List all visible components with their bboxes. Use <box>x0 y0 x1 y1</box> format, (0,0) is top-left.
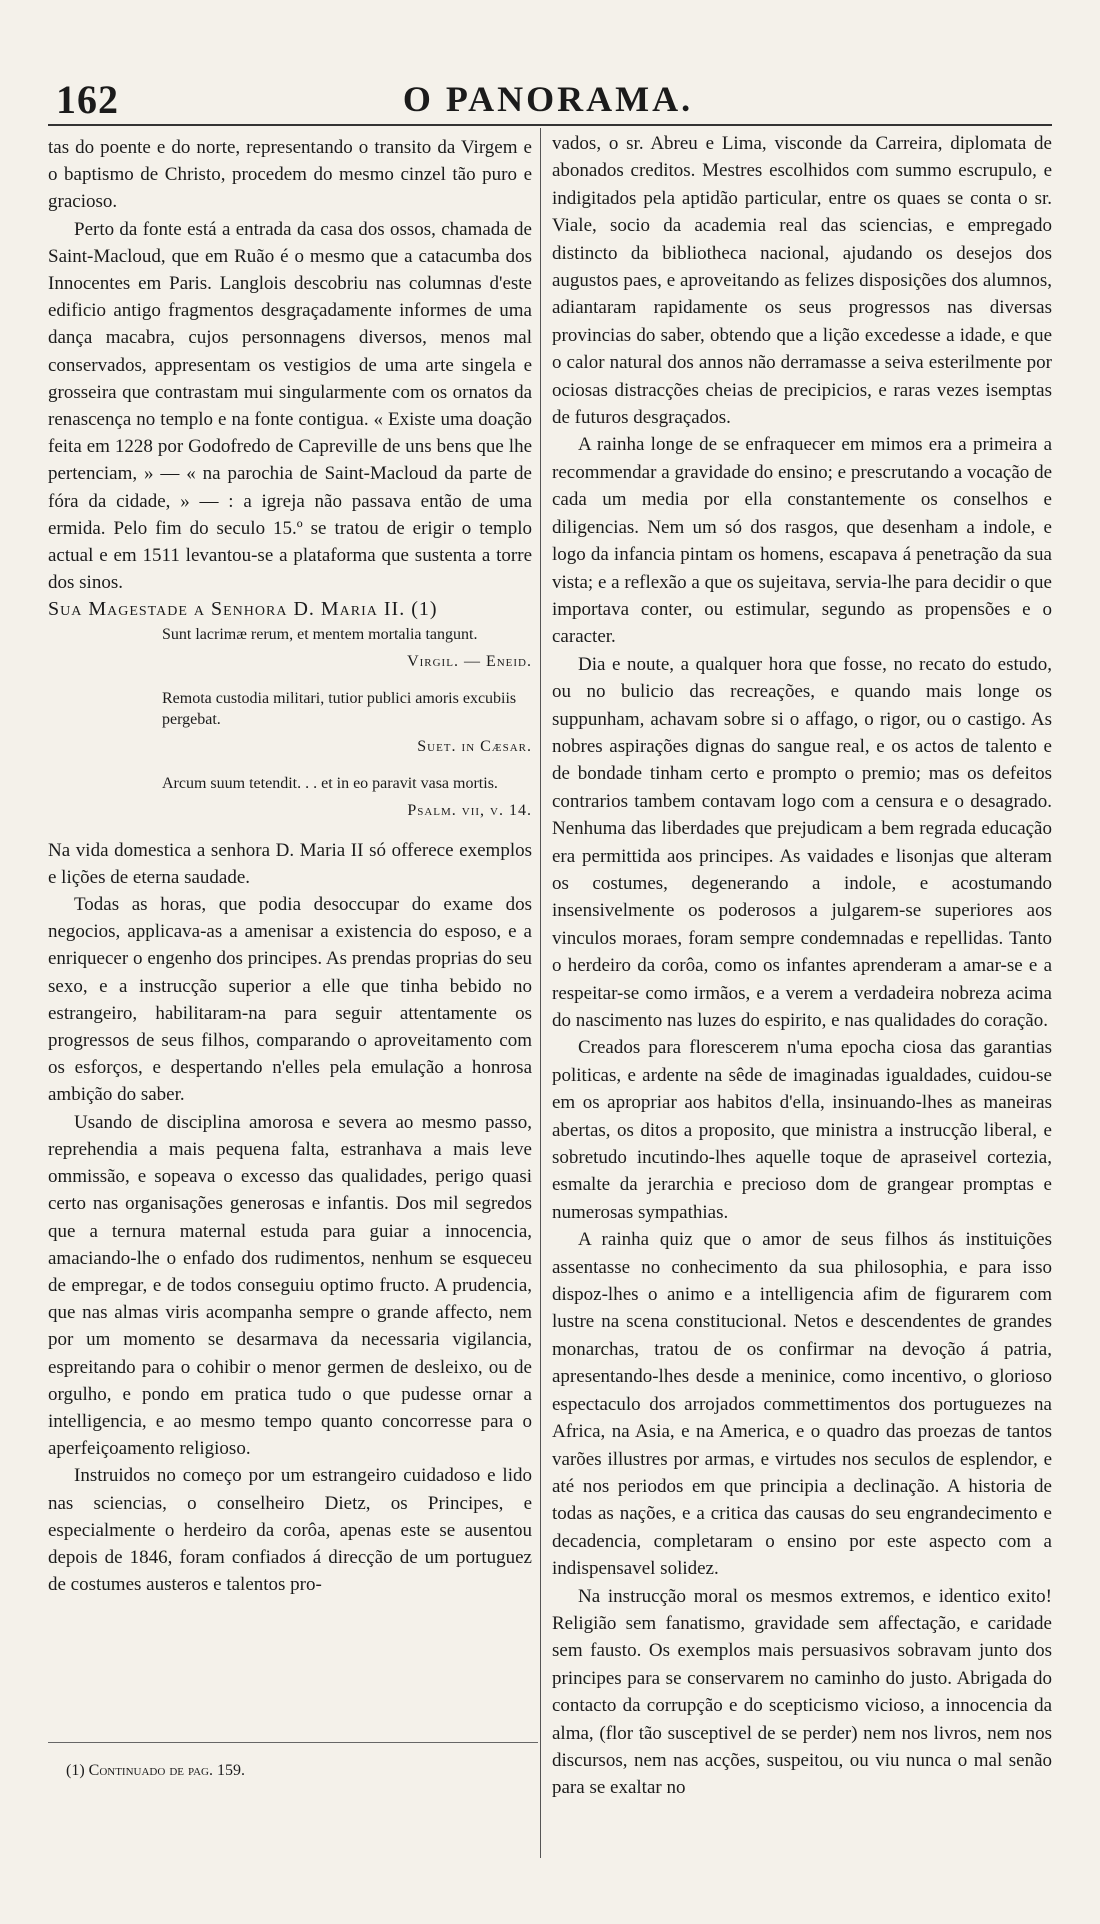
article-title <box>48 596 532 623</box>
body-paragraph: Dia e noute, a qualquer hora que fosse, no recato do estudo, ou no bulicio das recreações, e quando mais longe os suppunham, achavam sobre si o affago, o rigor, ou o castigo. As nobres aspirações dignas do sangue real, e os actos de talento e de bondade tinham certo e prompto o premio; mas os defeitos contrarios tambem contavam logo com a censura e o desagrado. Nenhuma das liberdades que prejudicam a bem regrada educação era permittida aos principes. As vaidades e lisonjas que alteram os costumes, degenerando a indole, e acostumando insensivelmente os poderosos a julgarem-se superiores aos vinculos moraes, foram sempre condemnadas e repellidas. Tanto o herdeiro da corôa, como os infantes aprenderam a amar-se e a respeitar-se como irmãos, e a verem a verdadeira nobreza acima do nascimento nas luzes do espirito, e nas qualidades do coração. <box>552 653 1052 1031</box>
body-paragraph: Todas as horas, que podia desoccupar do exame dos negocios, applicava-as a amenisar a existencia do esposo, e a enriquecer o engenho dos principes. As prendas proprias do seu sexo, e a instrucção superior a elle que tinha bebido no estrangeiro, habilitaram-na para seguir attentamente os progressos de seus filhos, comparando o aproveitamento com os esforços, e despertando n'elles pela emulação a honrosa ambição do saber. <box>48 894 532 1106</box>
left-column <box>48 134 532 1598</box>
column-divider <box>540 128 541 1858</box>
journal-title: O PANORAMA. <box>402 79 694 119</box>
body-paragraph: A rainha quiz que o amor de seus filhos ás instituições assentasse no conhecimento da sua philosophia, e para isso dispoz-lhes o animo e a intelligencia afim de figurarem com lustre na scena constitucional. Netos e descendentes de grandes monarchas, tratou de os confirmar na devoção á patria, apresentando-lhes desde a meninice, como incentivo, o glorioso espectaculo dos arrojados commettimentos dos portuguezes na Africa, na Asia, e na America, e o quadro das proezas de tantos varões illustres por armas, e virtudes nos seculos de esplendor, e até nos periodos em que principia a declinação. A historia de todas as nações, e a critica das causas do seu engrandecimento e decadencia, completaram o ensino por este aspecto com a indispensavel solidez. <box>552 1229 1052 1580</box>
body-paragraph: Usando de disciplina amorosa e severa ao mesmo passo, reprehendia a mais pequena falta, estranhava a mais leve ommissão, e sopeava o excesso das qualidades, perigo quasi certo nas organisações generosas e infantis. Dos mil segredos que a ternura maternal estuda para guiar a innocencia, amaciando-lhe o enfado dos rudimentos, nenhum se esqueceu de empregar, e de todos conseguiu optimo fructo. A prudencia, que nas almas viris acompanha sempre o grande affecto, nem por um momento se desarmava da necessaria vigilancia, espreitando para o cohibir o menor germen de desleixo, ou de orgulho, e pondo em pratica tudo o que pudesse ornar a intelligencia, e ao mesmo tempo quanto concorresse para o aperfeiçoamento religioso. <box>48 1111 532 1460</box>
epigraph-source: Suet. in Cæsar. <box>417 737 532 755</box>
header-rule <box>48 124 1052 126</box>
body-paragraph: vados, o sr. Abreu e Lima, visconde da Carreira, diplomata de abonados creditos. Mestres escolhidos com summo escrupulo, e indigitados pela aptidão particular, entre os quaes se conta o sr. Viale, socio da academia real das sciencias, e empregado distincto da bibliotheca nacional, ajudando os desejos dos augustos paes, e aproveitando as felizes disposições dos alumnos, adiantaram rapidamente os seus progressos nas diversas provincias do saber, obtendo que a lição excedesse a idade, e que o calor natural dos annos não derramasse a seiva esterilmente por ociosas distracções cheias de precipicios, e raras vezes isemptas de futuros desgraçados. <box>552 133 1052 429</box>
epigraph <box>162 773 532 821</box>
paragraph-ossuary: Perto da fonte está a entrada da casa dos ossos, chamada de Saint-Macloud, que em Ruão é o mesmo que a catacumba dos Innocentes em Paris. Langlois descobriu nas columnas d'este edificio antigo fragmentos desgraçadamente informes de uma dança macabra, cujos personnagens diversos, menos mal conservados, appresentam os vestigios de uma arte singela e grosseira que contrastam mui singularmente com os ornatos da renascença no templo e na fonte contigua. « Existe uma doação feita em 1228 por Godofredo de Capreville de uns bens que lhe pertenciam, » — « na parochia de Saint-Macloud da parte de fóra da cidade, » — : a igreja não passava então de uma ermida. Pelo fim do seculo 15.º se tratou de erigir o templo actual e em 1511 levantou-se a plataforma que sustenta a torre dos sinos. <box>48 218 532 594</box>
epigraph <box>162 624 532 672</box>
continuation-paragraph: tas do poente e do norte, representando o transito da Virgem e o baptismo de Christo, procedem do mesmo cinzel tão puro e gracioso. <box>48 137 532 213</box>
footnote-rule <box>48 1742 538 1743</box>
epigraph-source: Psalm. vii, v. 14. <box>407 801 532 819</box>
body-paragraph: Na vida domestica a senhora D. Maria II só offerece exemplos e lições de eterna saudade. <box>48 839 532 888</box>
body-paragraph: Creados para florescerem n'uma epocha ciosa das garantias politicas, e ardente na sêde de imaginadas igualdades, cuidou-se em os apropriar aos habitos d'ella, insinuando-lhes as maneiras abertas, os ditos a proposito, que ministra a instrucção liberal, e sobretudo incutindo-lhes aquelle toque de apraseivel cortezia, esmalte da jerarchia e precioso dom de grangear promptas e numerosas sympathias. <box>552 1037 1052 1223</box>
page-number: 162 <box>56 77 119 122</box>
body-paragraph: Instruidos no começo por um estrangeiro cuidadoso e lido nas sciencias, o conselheiro Dietz, os Principes, e especialmente o herdeiro da corôa, apenas este se ausentou depois de 1846, foram confiados á direcção de um portuguez de costumes austeros e talentos pro- <box>48 1465 532 1596</box>
body-paragraph: A rainha longe de se enfraquecer em mimos era a primeira a recommendar a gravidade do ensino; e prescrutando a vocação de cada um media por ella constantemente os conselhos e diligencias. Nem um só dos rasgos, que desenham a indole, e logo da infancia pintam os homens, escapava á penetração da sua vista; e a reflexão a que os sujeitava, servia-lhe para decidir o que importava conter, ou estimular, segundo as propensões e o caracter. <box>552 434 1052 648</box>
footnote: (1) Continuado de pag. 159. <box>66 1762 245 1779</box>
epigraph-quote: Sunt lacrimæ rerum, et mentem mortalia tangunt. <box>162 625 478 643</box>
epigraph <box>162 688 532 757</box>
epigraph-quote: Arcum suum tetendit. . . et in eo paravit vasa mortis. <box>162 774 498 792</box>
epigraph-quote: Remota custodia militari, tutior publici amoris excubiis pergebat. <box>162 689 517 728</box>
body-paragraph: Na instrucção moral os mesmos extremos, e identico exito! Religião sem fanatismo, gravidade sem affectação, e caridade sem fausto. Os exemplos mais persuasivos sobravam junto dos principes para se conservarem no caminho do justo. Abrigada do contacto da corrupção e do scepticismo vicioso, a innocencia da alma, (flor tão susceptivel de se perder) nem nos livros, nem nos discursos, nem nas acções, suspeitou, ou viu nunca o mal senão para se exaltar no <box>552 1585 1052 1799</box>
page-header <box>48 70 1048 130</box>
article-title-text: Sua Magestade a Senhora D. Maria II. (1) <box>48 598 438 621</box>
epigraph-source: Virgil. — Eneid. <box>407 652 532 670</box>
right-column <box>552 130 1052 1802</box>
